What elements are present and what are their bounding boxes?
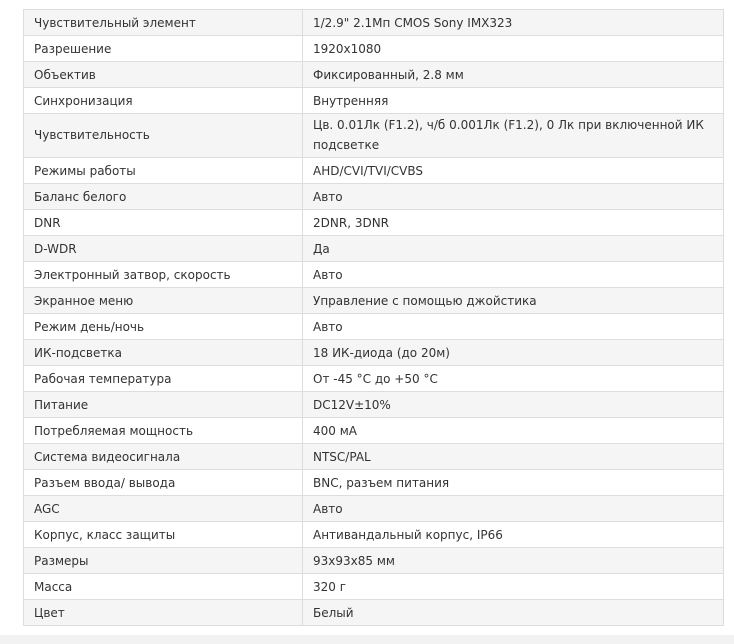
spec-row-shutter (24, 262, 724, 288)
spec-row-dwdr (24, 236, 724, 262)
spec-label: DNR (24, 210, 303, 236)
spec-label: Корпус, класс защиты (24, 522, 303, 548)
spec-value: 18 ИК-диода (до 20м) (303, 340, 724, 366)
spec-row-consumption (24, 418, 724, 444)
spec-value: 320 г (303, 574, 724, 600)
spec-label: Режимы работы (24, 158, 303, 184)
spec-value: Авто (303, 314, 724, 340)
spec-row-osd (24, 288, 724, 314)
spec-value: 1920x1080 (303, 36, 724, 62)
spec-value: Фиксированный, 2.8 мм (303, 62, 724, 88)
spec-row-power (24, 392, 724, 418)
spec-row-housing (24, 522, 724, 548)
spec-value: 1/2.9" 2.1Мп CMOS Sony IMX323 (303, 10, 724, 36)
spec-value: BNC, разъем питания (303, 470, 724, 496)
spec-row-white-balance (24, 184, 724, 210)
spec-row-day-night (24, 314, 724, 340)
spec-value: NTSC/PAL (303, 444, 724, 470)
spec-row-lens (24, 62, 724, 88)
spec-row-color (24, 600, 724, 626)
spec-label: AGC (24, 496, 303, 522)
spec-label: Баланс белого (24, 184, 303, 210)
spec-label: ИК-подсветка (24, 340, 303, 366)
spec-row-connectors (24, 470, 724, 496)
spec-label: Экранное меню (24, 288, 303, 314)
spec-row-dimensions (24, 548, 724, 574)
spec-label: Система видеосигнала (24, 444, 303, 470)
spec-value: Внутренняя (303, 88, 724, 114)
spec-label: Объектив (24, 62, 303, 88)
spec-label: D-WDR (24, 236, 303, 262)
spec-row-dnr (24, 210, 724, 236)
spec-row-agc (24, 496, 724, 522)
spec-label: Размеры (24, 548, 303, 574)
spec-value: Белый (303, 600, 724, 626)
spec-value: 2DNR, 3DNR (303, 210, 724, 236)
spec-value: 93x93x85 мм (303, 548, 724, 574)
spec-label: Масса (24, 574, 303, 600)
spec-value: AHD/CVI/TVI/CVBS (303, 158, 724, 184)
spec-value: Цв. 0.01Лк (F1.2), ч/б 0.001Лк (F1.2), 0 Лк при включенной ИК подсветке (303, 114, 724, 158)
spec-row-sensor (24, 10, 724, 36)
spec-label: Рабочая температура (24, 366, 303, 392)
spec-row-modes (24, 158, 724, 184)
spec-label: Чувствительность (24, 114, 303, 158)
spec-value: Авто (303, 496, 724, 522)
spec-label: Потребляемая мощность (24, 418, 303, 444)
spec-row-video-system (24, 444, 724, 470)
spec-value: Управление с помощью джойстика (303, 288, 724, 314)
spec-row-temperature (24, 366, 724, 392)
spec-row-ir (24, 340, 724, 366)
spec-label: Разъем ввода/ вывода (24, 470, 303, 496)
spec-value: Авто (303, 184, 724, 210)
spec-row-resolution (24, 36, 724, 62)
page-bottom-strip (0, 635, 734, 644)
spec-value: 400 мА (303, 418, 724, 444)
spec-value: Антивандальный корпус, IP66 (303, 522, 724, 548)
spec-value: DC12V±10% (303, 392, 724, 418)
spec-label: Режим день/ночь (24, 314, 303, 340)
specifications-table (23, 9, 724, 626)
spec-label: Чувствительный элемент (24, 10, 303, 36)
spec-label: Синхронизация (24, 88, 303, 114)
spec-value: Да (303, 236, 724, 262)
spec-label: Разрешение (24, 36, 303, 62)
spec-label: Питание (24, 392, 303, 418)
spec-label: Цвет (24, 600, 303, 626)
spec-value: От -45 °С до +50 °С (303, 366, 724, 392)
spec-row-sync (24, 88, 724, 114)
spec-row-sensitivity (24, 114, 724, 158)
spec-row-weight (24, 574, 724, 600)
spec-value: Авто (303, 262, 724, 288)
spec-label: Электронный затвор, скорость (24, 262, 303, 288)
